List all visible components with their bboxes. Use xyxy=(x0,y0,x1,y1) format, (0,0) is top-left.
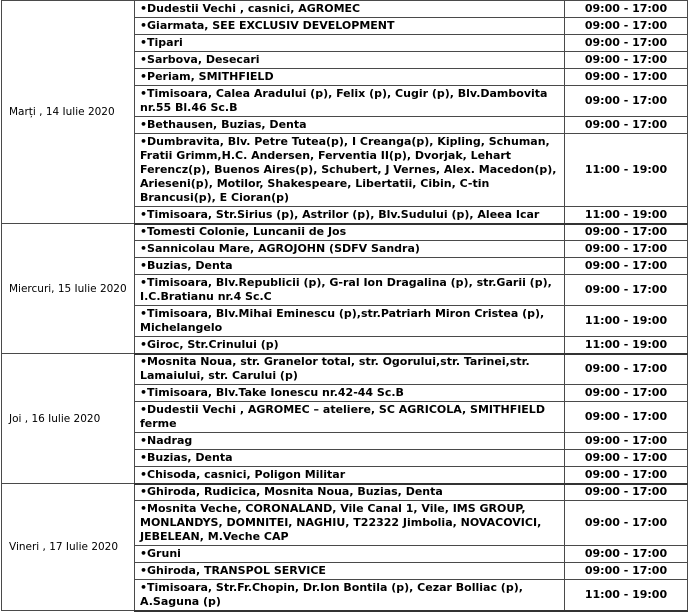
location-cell: • Dudestii Vechi , casnici, AGROMEC xyxy=(135,1,565,18)
time-cell: 09:00 - 17:00 xyxy=(565,563,688,580)
time-cell: 09:00 - 17:00 xyxy=(565,467,688,484)
time-cell: 09:00 - 17:00 xyxy=(565,402,688,433)
time-cell: 09:00 - 17:00 xyxy=(565,546,688,563)
time-cell: 09:00 - 17:00 xyxy=(565,385,688,402)
time-cell: 09:00 - 17:00 xyxy=(565,354,688,385)
time-cell: 09:00 - 17:00 xyxy=(565,484,688,501)
location-cell: • Dudestii Vechi , AGROMEC – ateliere, SC AGRICOLA, SMITHFIELD ferme xyxy=(135,402,565,433)
location-cell: • Timisoara, Blv.Take Ionescu nr.42-44 Sc.B xyxy=(135,385,565,402)
location-cell: • Ghiroda, TRANSPOL SERVICE xyxy=(135,563,565,580)
location-cell: • Buzias, Denta xyxy=(135,258,565,275)
location-cell: • Timisoara, Blv.Republicii (p), G-ral Ion Dragalina (p), str.Garii (p), I.C.Bratianu nr.4 Sc.C xyxy=(135,275,565,306)
location-cell: • Buzias, Denta xyxy=(135,450,565,467)
day-cell: Joi , 16 Iulie 2020 xyxy=(2,354,135,484)
day-cell: Marți , 14 Iulie 2020 xyxy=(2,1,135,224)
location-cell: • Sannicolau Mare, AGROJOHN (SDFV Sandra) xyxy=(135,241,565,258)
schedule-body xyxy=(2,1,688,611)
time-cell: 11:00 - 19:00 xyxy=(565,580,688,611)
location-cell: • Nadrag xyxy=(135,433,565,450)
time-cell: 09:00 - 17:00 xyxy=(565,224,688,241)
day-cell: Vineri , 17 Iulie 2020 xyxy=(2,484,135,611)
time-cell: 09:00 - 17:00 xyxy=(565,18,688,35)
table-row xyxy=(2,224,688,241)
location-cell: • Chisoda, casnici, Poligon Militar xyxy=(135,467,565,484)
location-cell: • Tipari xyxy=(135,35,565,52)
location-cell: • Giroc, Str.Crinului (p) xyxy=(135,337,565,354)
location-cell: • Mosnita Veche, CORONALAND, Vile Canal 1, Vile, IMS GROUP, MONLANDYS, DOMNITEI, NAGHIU, T22322 Jimbolia, NOVACOVICI, JEBELEAN, M.Veche CAP xyxy=(135,501,565,546)
location-cell: • Dumbravita, Blv. Petre Tutea(p), I Creanga(p), Kipling, Schuman, Fratii Grimm,H.C. Andersen, Ferventia II(p), Dvorjak, Lehart Ferencz(p), Buenos Aires(p), Schubert, J Vernes, Alex. Macedon(p), Arieseni(p), Motilor, Shakespeare, Libertatii, Cibin, C-tin Brancusi(p), E Cioran(p) xyxy=(135,134,565,207)
location-cell: • Timisoara, Str.Sirius (p), Astrilor (p), Blv.Sudului (p), Aleea Icar xyxy=(135,207,565,224)
time-cell: 09:00 - 17:00 xyxy=(565,35,688,52)
time-cell: 09:00 - 17:00 xyxy=(565,241,688,258)
table-row xyxy=(2,1,688,18)
time-cell: 09:00 - 17:00 xyxy=(565,433,688,450)
time-cell: 09:00 - 17:00 xyxy=(565,69,688,86)
table-row xyxy=(2,354,688,385)
location-cell: • Timisoara, Calea Aradului (p), Felix (p), Cugir (p), Blv.Dambovita nr.55 Bl.46 Sc.B xyxy=(135,86,565,117)
time-cell: 09:00 - 17:00 xyxy=(565,117,688,134)
schedule-table xyxy=(1,0,688,612)
location-cell: • Bethausen, Buzias, Denta xyxy=(135,117,565,134)
location-cell: • Timisoara, Str.Fr.Chopin, Dr.Ion Bontila (p), Cezar Bolliac (p), A.Saguna (p) xyxy=(135,580,565,611)
time-cell: 11:00 - 19:00 xyxy=(565,207,688,224)
time-cell: 09:00 - 17:00 xyxy=(565,86,688,117)
time-cell: 09:00 - 17:00 xyxy=(565,450,688,467)
time-cell: 09:00 - 17:00 xyxy=(565,275,688,306)
location-cell: • Mosnita Noua, str. Granelor total, str. Ogorului,str. Tarinei,str. Lamaiului, str. Carului (p) xyxy=(135,354,565,385)
location-cell: • Gruni xyxy=(135,546,565,563)
location-cell: • Timisoara, Blv.Mihai Eminescu (p),str.Patriarh Miron Cristea (p), Michelangelo xyxy=(135,306,565,337)
location-cell: • Periam, SMITHFIELD xyxy=(135,69,565,86)
time-cell: 11:00 - 19:00 xyxy=(565,337,688,354)
time-cell: 09:00 - 17:00 xyxy=(565,1,688,18)
location-cell: • Giarmata, SEE EXCLUSIV DEVELOPMENT xyxy=(135,18,565,35)
time-cell: 09:00 - 17:00 xyxy=(565,501,688,546)
location-cell: • Sarbova, Desecari xyxy=(135,52,565,69)
time-cell: 11:00 - 19:00 xyxy=(565,306,688,337)
table-row xyxy=(2,484,688,501)
day-cell: Miercuri, 15 Iulie 2020 xyxy=(2,224,135,354)
time-cell: 11:00 - 19:00 xyxy=(565,134,688,207)
location-cell: • Ghiroda, Rudicica, Mosnita Noua, Buzias, Denta xyxy=(135,484,565,501)
location-cell: • Tomesti Colonie, Luncanii de Jos xyxy=(135,224,565,241)
time-cell: 09:00 - 17:00 xyxy=(565,258,688,275)
time-cell: 09:00 - 17:00 xyxy=(565,52,688,69)
